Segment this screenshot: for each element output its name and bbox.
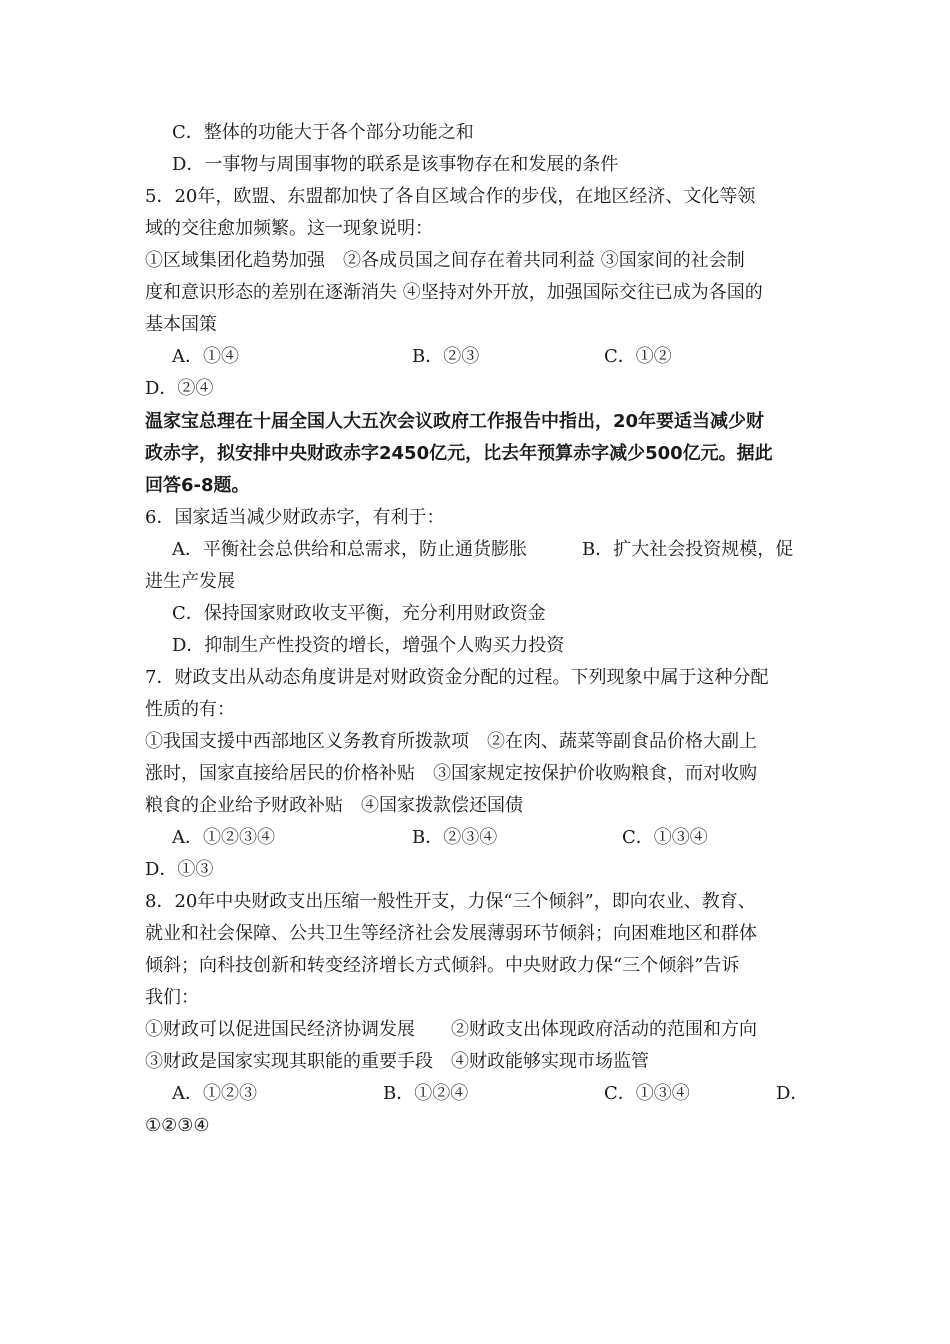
q8-items-line-2: ③财政是国家实现其职能的重要手段 ④财政能够实现市场监管 (145, 1051, 649, 1072)
q5-stem-line-2: 域的交往愈加频繁。这一现象说明： (145, 218, 433, 239)
q7-stem-line-1: 7．财政支出从动态角度讲是对财政资金分配的过程。下列现象中属于这种分配 (145, 667, 769, 688)
q8-option-d-line-1: D． (776, 1083, 809, 1104)
q4-option-d: D．一事物与周围事物的联系是该事物存在和发展的条件 (172, 154, 619, 175)
intro-6-8-line-3: 回答6-8题。 (145, 475, 250, 496)
q5-items-line-2: 度和意识形态的差别在逐渐消失 ④坚持对外开放，加强国际交往已成为各国的 (145, 282, 763, 303)
q5-stem-line-1: 5．20年，欧盟、东盟都加快了各自区域合作的步伐，在地区经济、文化等领 (145, 186, 756, 207)
q7-option-d: D．①③ (145, 859, 214, 880)
q5-items-line-1: ①区域集团化趋势加强 ②各成员国之间存在着共同利益 ③国家间的社会制 (145, 250, 745, 271)
q7-option-b: B．②③④ (412, 827, 498, 848)
q7-stem-line-2: 性质的有： (145, 699, 235, 720)
q8-option-d-line-2: ①②③④ (145, 1115, 210, 1136)
q8-option-b: B．①②④ (383, 1083, 469, 1104)
q4-option-c: C．整体的功能大于各个部分功能之和 (172, 122, 474, 143)
intro-6-8-line-1: 温家宝总理在十届全国人大五次会议政府工作报告中指出，20年要适当减少财 (145, 411, 765, 432)
q8-stem-line-4: 我们： (145, 987, 199, 1008)
q8-stem-line-3: 倾斜；向科技创新和转变经济增长方式倾斜。中央财政力保“三个倾斜”告诉 (145, 955, 740, 976)
q6-option-d: D．抑制生产性投资的增长，增强个人购买力投资 (172, 635, 565, 656)
intro-6-8-line-2: 政赤字，拟安排中央财政赤字2450亿元，比去年预算赤字减少500亿元。据此 (145, 443, 773, 464)
q6-option-c: C．保持国家财政收支平衡，充分利用财政资金 (172, 603, 546, 624)
q7-option-a: A．①②③④ (172, 827, 275, 848)
q7-items-line-2: 涨时，国家直接给居民的价格补贴 ③国家规定按保护价收购粮食，而对收购 (145, 763, 757, 784)
q6-option-a: A．平衡社会总供给和总需求，防止通货膨胀 (172, 539, 527, 560)
q7-option-c: C．①③④ (622, 827, 708, 848)
q5-items-line-3: 基本国策 (145, 314, 217, 335)
q8-stem-line-1: 8．20年中央财政支出压缩一般性开支，力保“三个倾斜”，即向农业、教育、 (145, 891, 756, 912)
q8-stem-line-2: 就业和社会保障、公共卫生等经济社会发展薄弱环节倾斜；向困难地区和群体 (145, 923, 757, 944)
q5-option-d: D．②④ (145, 378, 214, 399)
q5-option-b: B．②③ (412, 346, 480, 367)
q5-option-a: A．①④ (172, 346, 239, 367)
q5-option-c: C．①② (604, 346, 672, 367)
q8-items-line-1: ①财政可以促进国民经济协调发展 ②财政支出体现政府活动的范围和方向 (145, 1019, 757, 1040)
q7-items-line-1: ①我国支援中西部地区义务教育所拨款项 ②在肉、蔬菜等副食品价格大副上 (145, 731, 757, 752)
q6-stem: 6．国家适当减少财政赤字，有利于： (145, 507, 445, 528)
q8-option-c: C．①③④ (604, 1083, 690, 1104)
q7-items-line-3: 粮食的企业给予财政补贴 ④国家拨款偿还国债 (145, 795, 523, 816)
q6-option-b-line-1: B．扩大社会投资规模，促 (582, 539, 794, 560)
q6-option-b-line-2: 进生产发展 (145, 571, 235, 592)
q8-option-a: A．①②③ (172, 1083, 257, 1104)
